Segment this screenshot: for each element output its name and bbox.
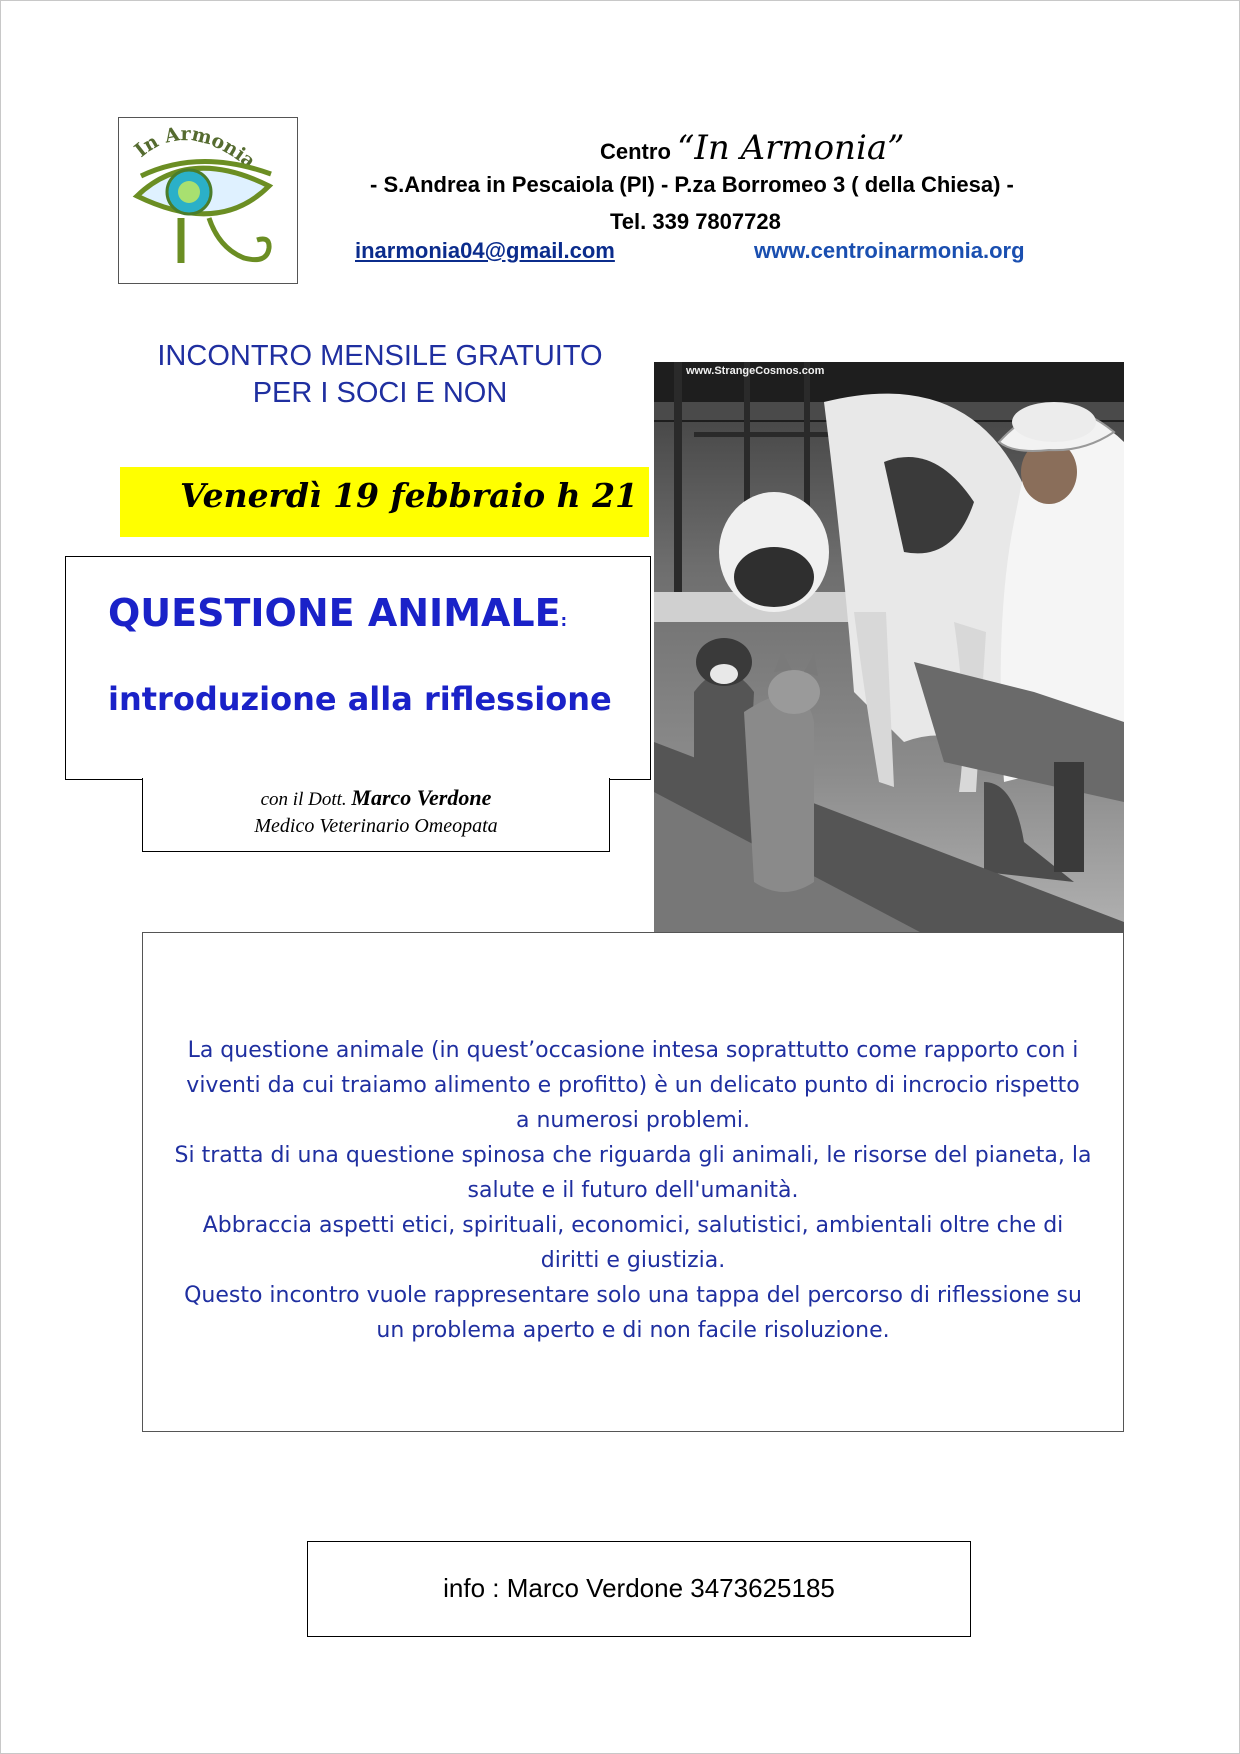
farm-photo: [654, 362, 1124, 950]
speaker-role: Medico Veterinario Omeopata: [254, 815, 498, 837]
description-line: Si tratta di una questione spinosa che riguarda gli animali, le risorse del pianeta, la: [174, 1143, 1092, 1168]
description-line: un problema aperto e di non facile risoluzione.: [376, 1318, 890, 1343]
speaker-name: Marco Verdone: [351, 785, 492, 810]
description-line: salute e il futuro dell'umanità.: [467, 1178, 799, 1203]
announcement: [95, 338, 665, 412]
header-brand: “In Armonia”: [677, 128, 905, 168]
logo: [118, 117, 298, 284]
speaker-prefix: con il Dott.: [260, 789, 347, 810]
eye-of-horus-icon: [119, 118, 297, 283]
event-subtitle: introduzione alla riflessione: [108, 680, 612, 718]
speaker-line: [142, 785, 610, 811]
event-date: Venerdì 19 febbraio h 21: [180, 476, 639, 515]
description-text: [150, 1033, 1116, 1348]
header-title: [600, 128, 904, 168]
website-link[interactable]: www.centroinarmonia.org: [754, 238, 1025, 263]
description-line: Abbraccia aspetti etici, spirituali, economici, salutistici, ambientali oltre che di: [202, 1213, 1064, 1238]
header-phone: Tel. 339 7807728: [610, 209, 781, 234]
announcement-line2: PER I SOCI E NON: [252, 377, 508, 409]
title-box: [65, 556, 651, 780]
description-line: Questo incontro vuole rappresentare solo una tappa del percorso di riflessione su: [184, 1283, 1082, 1308]
description-line: viventi da cui traiamo alimento e profitto) è un delicato punto di incrocio rispetto: [186, 1073, 1080, 1098]
event-title-colon: :: [560, 611, 567, 630]
event-title-text: QUESTIONE ANIMALE: [108, 591, 561, 635]
description-line: a numerosi problemi.: [515, 1108, 751, 1133]
announcement-line1: INCONTRO MENSILE GRATUITO: [157, 340, 603, 372]
logo-text: In Armonia: [130, 123, 260, 173]
description-line: La questione animale (in quest’occasione intesa soprattutto come rapporto con i: [187, 1038, 1079, 1063]
photo-watermark: www.StrangeCosmos.com: [686, 365, 825, 377]
event-title: [108, 591, 567, 635]
email-link[interactable]: inarmonia04@gmail.com: [355, 238, 615, 263]
description-line: diritti e giustizia.: [540, 1248, 726, 1273]
photo-illustration: [654, 362, 1124, 950]
header-address: - S.Andrea in Pescaiola (PI) - P.za Borromeo 3 ( della Chiesa) -: [370, 172, 1014, 197]
info-contact: info : Marco Verdone 3473625185: [443, 1573, 835, 1603]
header-prefix: Centro: [600, 139, 671, 164]
